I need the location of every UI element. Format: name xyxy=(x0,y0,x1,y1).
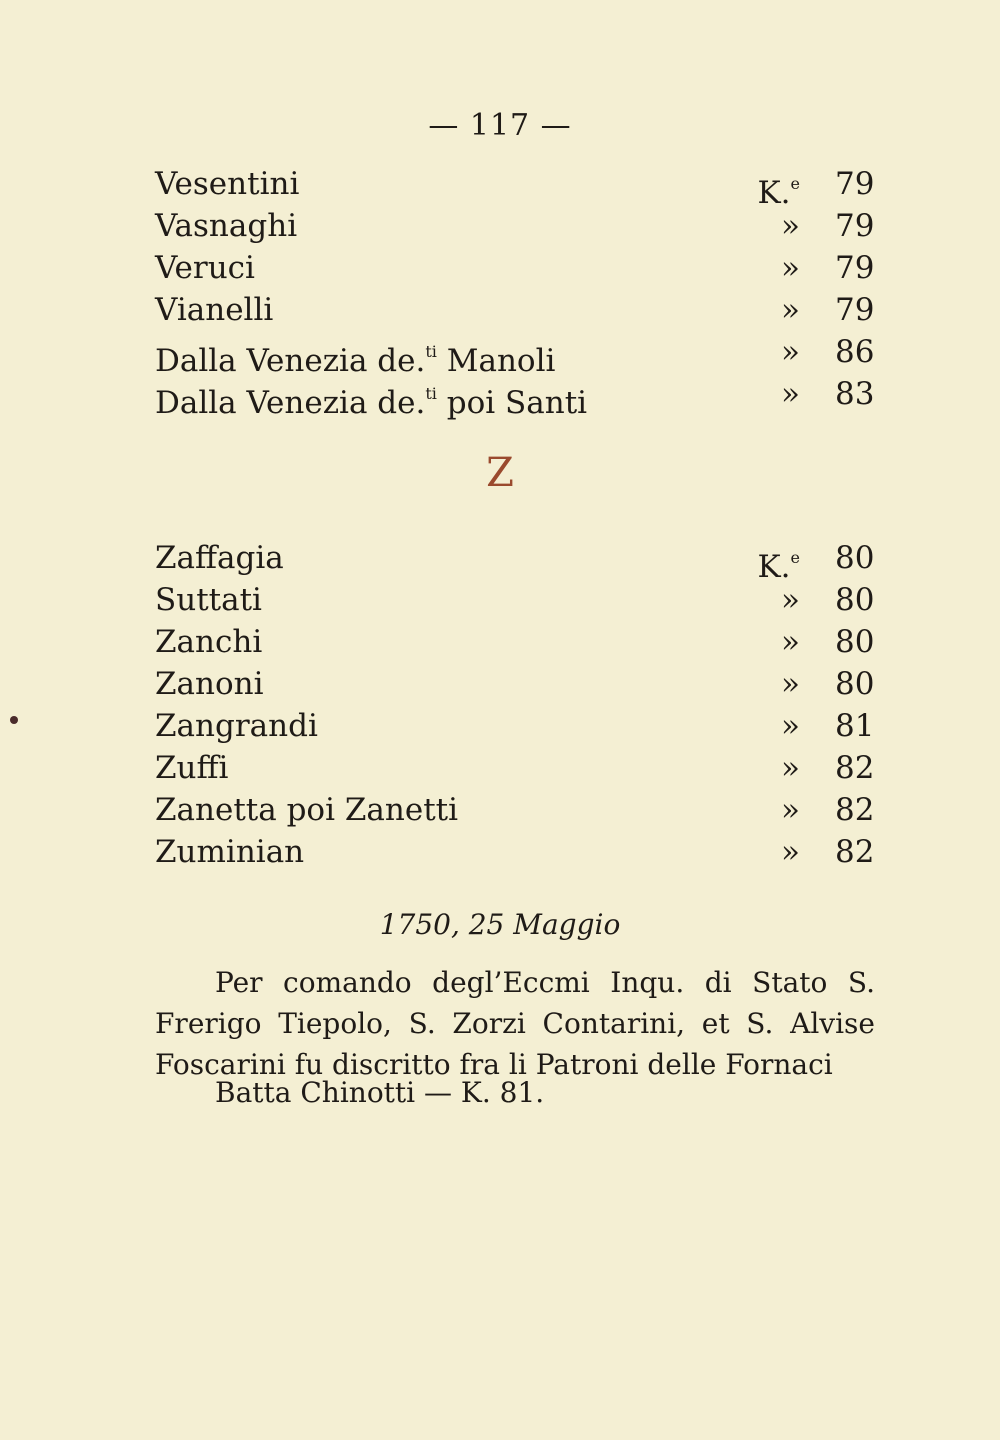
page-reference: 79 xyxy=(835,250,875,286)
page-reference: 79 xyxy=(835,208,875,244)
surname: Zuminian xyxy=(155,834,305,870)
list-row xyxy=(155,789,875,831)
list-row xyxy=(155,289,875,331)
reference-mark: K.$^e$ xyxy=(757,174,800,211)
surname: Vasnaghi xyxy=(155,208,298,244)
surname: Vianelli xyxy=(155,292,274,328)
reference-mark: » xyxy=(781,292,800,328)
surname: Suttati xyxy=(155,582,262,618)
list-row xyxy=(155,621,875,663)
reference-mark: » xyxy=(781,708,800,744)
letter-heading: Z xyxy=(486,450,514,496)
surname: Zuffi xyxy=(155,750,229,786)
reference-mark: » xyxy=(781,250,800,286)
reference-mark: » xyxy=(781,834,800,870)
reference-mark: » xyxy=(781,624,800,660)
surname: Vesentini xyxy=(155,166,300,202)
page-reference: 82 xyxy=(835,834,875,870)
surname: Zanetta poi Zanetti xyxy=(155,792,459,828)
page-reference: 82 xyxy=(835,750,875,786)
list-row xyxy=(155,537,875,585)
list-row xyxy=(155,705,875,747)
surname-list-z xyxy=(155,537,875,873)
reference-mark: » xyxy=(781,792,800,828)
reference-mark: » xyxy=(781,582,800,618)
surname: Zanchi xyxy=(155,624,263,660)
page-reference: 80 xyxy=(835,540,875,576)
page-reference: 80 xyxy=(835,582,875,618)
page-reference: 86 xyxy=(835,334,875,370)
signature-line: Batta Chinotti — K. 81. xyxy=(215,1076,545,1109)
page-number: — 117 — xyxy=(428,108,572,143)
margin-mark xyxy=(10,716,18,724)
reference-mark: » xyxy=(781,666,800,702)
page-reference: 79 xyxy=(835,166,875,202)
reference-mark: » xyxy=(781,750,800,786)
surname: Veruci xyxy=(155,250,255,286)
list-row xyxy=(155,579,875,621)
list-row xyxy=(155,831,875,873)
reference-mark: K.$^e$ xyxy=(757,548,800,585)
page-reference: 81 xyxy=(835,708,875,744)
decree-text: Per comando degl’Eccmi Inqu. di Stato S. Frerigo Tiepolo, S. Zorzi Contarini, et S. Alvise Foscarini fu discritto fra li Patroni delle Fornaci xyxy=(155,966,875,1081)
surname: Zanoni xyxy=(155,666,264,702)
list-row xyxy=(155,163,875,211)
list-row xyxy=(155,373,875,421)
list-row xyxy=(155,331,875,379)
list-row xyxy=(155,663,875,705)
page-reference: 80 xyxy=(835,666,875,702)
reference-mark: » xyxy=(781,376,800,412)
page-reference: 80 xyxy=(835,624,875,660)
list-row xyxy=(155,205,875,247)
page-reference: 82 xyxy=(835,792,875,828)
list-row xyxy=(155,247,875,289)
date-line: 1750, 25 Maggio xyxy=(379,908,621,941)
surname: Zaffagia xyxy=(155,540,284,576)
surname: Dalla Venezia de.$^{ti}$ Manoli xyxy=(155,342,556,379)
page-reference: 79 xyxy=(835,292,875,328)
decree-paragraph xyxy=(155,962,875,1085)
reference-mark: » xyxy=(781,334,800,370)
surname: Zangrandi xyxy=(155,708,318,744)
surname: Dalla Venezia de.$^{ti}$ poi Santi xyxy=(155,384,588,421)
surname-list-v xyxy=(155,163,875,421)
reference-mark: » xyxy=(781,208,800,244)
page-reference: 83 xyxy=(835,376,875,412)
list-row xyxy=(155,747,875,789)
